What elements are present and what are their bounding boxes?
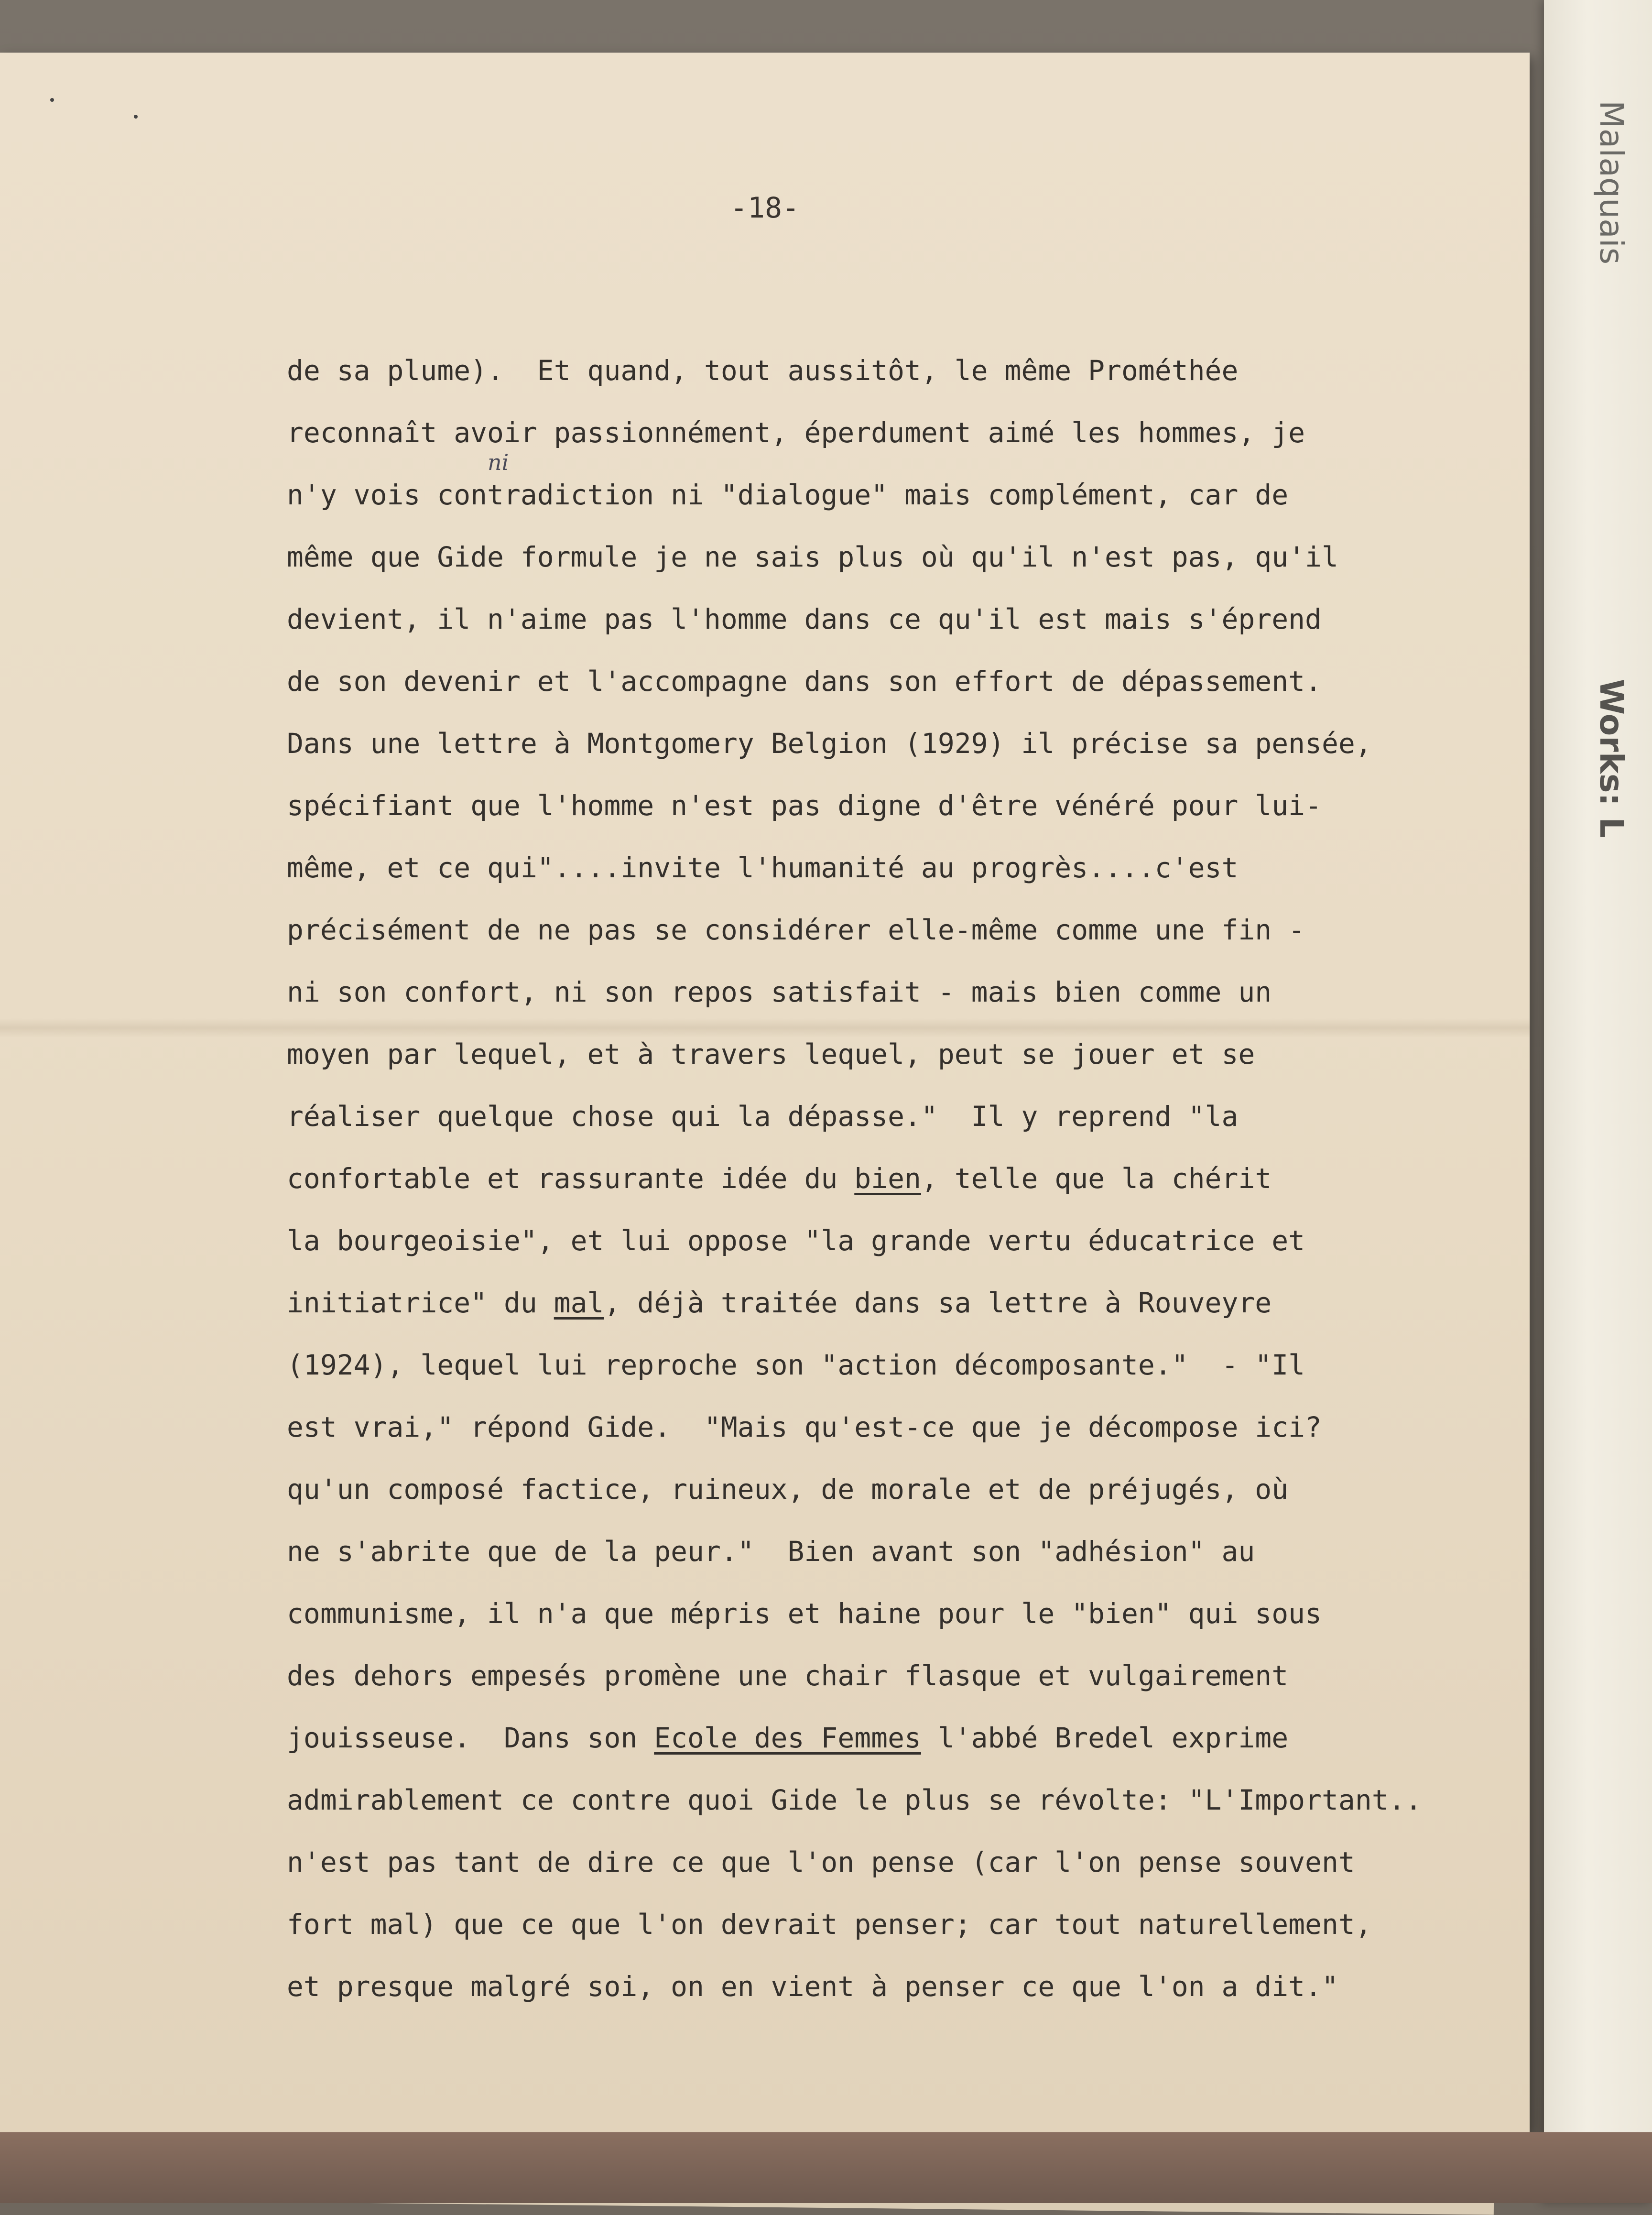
text-run: même que Gide formule je ne sais plus où qu'il n'est pas, qu'il [287, 541, 1338, 573]
text-run: des dehors empesés promène une chair flasque et vulgairement [287, 1659, 1289, 1692]
text-line [287, 1147, 1482, 1210]
text-run: moyen par lequel, et à travers lequel, peut se jouer et se [287, 1038, 1255, 1070]
text-line [287, 650, 1482, 712]
text-line [287, 1582, 1482, 1645]
text-run: la bourgeoisie", et lui oppose "la grande vertu éducatrice et [287, 1224, 1305, 1257]
text-line [287, 1210, 1482, 1272]
text-run: ne s'abrite que de la peur." Bien avant son "adhésion" au [287, 1535, 1255, 1568]
text-run: admirablement ce contre quoi Gide le plus se révolte: "L'Important.. [287, 1784, 1422, 1816]
underlined-text: Ecole des Femmes [654, 1722, 921, 1754]
desk-edge [0, 2132, 1652, 2203]
text-run: de sa plume). Et quand, tout aussitôt, le même Prométhée [287, 354, 1239, 387]
typed-text-body [287, 339, 1482, 2018]
text-run: spécifiant que l'homme n'est pas digne d'être vénéré pour lui- [287, 789, 1322, 822]
text-line [287, 712, 1482, 775]
paper-speck [134, 115, 138, 119]
text-run: réaliser quelque chose qui la dépasse." Il y reprend "la [287, 1100, 1239, 1133]
text-line [287, 1085, 1482, 1147]
text-line [287, 1955, 1482, 2018]
text-line [287, 526, 1482, 588]
text-line [287, 1645, 1482, 1707]
text-line [287, 1769, 1482, 1831]
text-run: de son devenir et l'accompagne dans son effort de dépassement. [287, 665, 1322, 698]
text-run: précisément de ne pas se considérer elle-même comme une fin - [287, 914, 1305, 946]
page-number: -18- [730, 191, 800, 225]
text-run: devient, il n'aime pas l'homme dans ce qu'il est mais s'éprend [287, 603, 1322, 635]
text-run: initiatrice" du [287, 1287, 554, 1319]
text-run: même, et ce qui"....invite l'humanité au progrès....c'est [287, 851, 1239, 884]
text-line [287, 1520, 1482, 1582]
text-run: confortable et rassurante idée du [287, 1162, 855, 1195]
text-line [287, 1831, 1482, 1893]
text-line [287, 1334, 1482, 1396]
text-run: fort mal) que ce que l'on devrait penser; car tout naturellement, [287, 1908, 1372, 1941]
folder-label-name: Malaquais [1592, 100, 1630, 265]
text-run: n'y vois contradiction ni "dialogue" mais complément, car de [287, 479, 1289, 511]
text-run: Dans une lettre à Montgomery Belgion (1929) il précise sa pensée, [287, 727, 1372, 760]
text-line [287, 339, 1482, 402]
text-line [287, 402, 1482, 464]
text-run: (1924), lequel lui reproche son "action décomposante." - "Il [287, 1349, 1305, 1381]
text-run: ni son confort, ni son repos satisfait - mais bien comme un [287, 976, 1272, 1008]
text-line [287, 1396, 1482, 1458]
handwritten-insertion: ni [488, 449, 509, 475]
text-run: est vrai," répond Gide. "Mais qu'est-ce que je décompose ici? [287, 1411, 1322, 1443]
text-line [287, 464, 1482, 526]
text-run: et presque malgré soi, on en vient à penser ce que l'on a dit." [287, 1970, 1338, 2003]
underlined-text: mal [554, 1287, 604, 1319]
text-run: , telle que la chérit [921, 1162, 1272, 1195]
text-line [287, 899, 1482, 961]
text-line [287, 1458, 1482, 1520]
text-line [287, 837, 1482, 899]
folder-label-series: Works: L [1592, 679, 1630, 838]
text-run: reconnaît avoir passionnément, éperdument aimé les hommes, je [287, 416, 1305, 449]
text-line [287, 588, 1482, 650]
text-run: communisme, il n'a que mépris et haine pour le "bien" qui sous [287, 1597, 1322, 1630]
text-run: jouisseuse. Dans son [287, 1722, 654, 1754]
text-run: , déjà traitée dans sa lettre à Rouveyre [604, 1287, 1272, 1319]
text-line [287, 1023, 1482, 1085]
paper-speck [50, 98, 54, 102]
text-line [287, 1707, 1482, 1769]
folder-divider [1544, 0, 1652, 2203]
text-run: qu'un composé factice, ruineux, de morale et de préjugés, où [287, 1473, 1289, 1506]
text-line [287, 1272, 1482, 1334]
text-line [287, 775, 1482, 837]
text-line [287, 961, 1482, 1023]
text-line [287, 1893, 1482, 1955]
text-run: n'est pas tant de dire ce que l'on pense (car l'on pense souvent [287, 1846, 1355, 1878]
underlined-text: bien [854, 1162, 921, 1195]
typed-page [0, 53, 1530, 2132]
text-run: l'abbé Bredel exprime [921, 1722, 1289, 1754]
